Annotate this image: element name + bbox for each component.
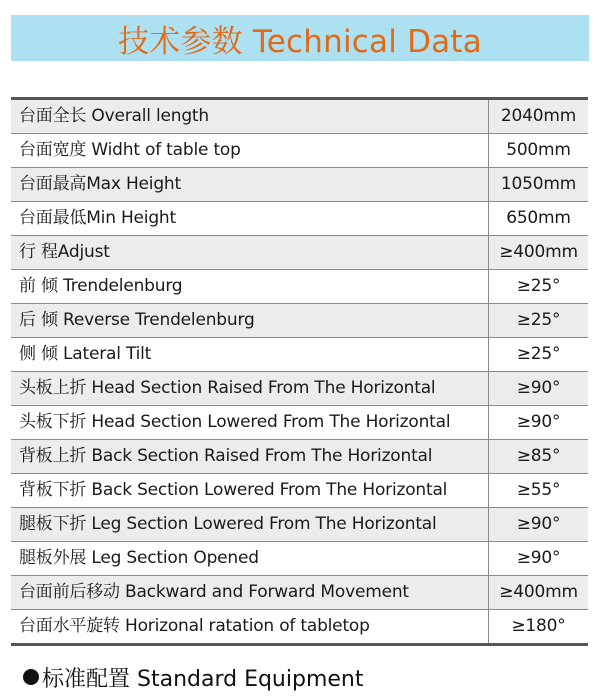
table-row [11,576,588,610]
parameter-name-cell: 台面最低Min Height [11,202,489,236]
parameter-value-cell: 1050mm [489,168,589,202]
parameter-name-cell: 前 倾 Trendelenburg [11,270,489,304]
parameter-name-cell: 台面前后移动 Backward and Forward Movement [11,576,489,610]
parameter-name-cell: 侧 倾 Lateral Tilt [11,338,489,372]
parameter-value-cell: 500mm [489,134,589,168]
parameter-name-cell: 台面水平旋转 Horizonal ratation of tabletop [11,610,489,645]
parameter-name-cell: 台面最高Max Height [11,168,489,202]
parameter-name-cell: 台面全长 Overall length [11,99,489,134]
parameter-value-cell: ≥180° [489,610,589,645]
table-row [11,338,588,372]
table-row [11,270,588,304]
parameter-name-cell: 腿板外展 Leg Section Opened [11,542,489,576]
table-row [11,610,588,645]
table-row [11,304,588,338]
parameter-name-cell: 背板上折 Back Section Raised From The Horizontal [11,440,489,474]
table-row [11,99,588,134]
parameter-value-cell: ≥25° [489,338,589,372]
table-row [11,168,588,202]
parameter-value-cell: ≥400mm [489,236,589,270]
table-row [11,236,588,270]
parameter-name-cell: 头板上折 Head Section Raised From The Horizontal [11,372,489,406]
parameter-value-cell: ≥400mm [489,576,589,610]
parameter-value-cell: ≥55° [489,474,589,508]
parameter-value-cell: 2040mm [489,99,589,134]
table-row [11,372,588,406]
parameter-value-cell: 650mm [489,202,589,236]
table-row [11,474,588,508]
parameter-name-cell: 后 倾 Reverse Trendelenburg [11,304,489,338]
parameter-name-cell: 背板下折 Back Section Lowered From The Horizontal [11,474,489,508]
parameter-value-cell: ≥25° [489,270,589,304]
parameter-name-cell: 行 程Adjust [11,236,489,270]
parameter-value-cell: ≥25° [489,304,589,338]
title-banner [11,15,589,61]
bullet-dot-icon [23,669,39,685]
parameter-value-cell: ≥90° [489,542,589,576]
technical-data-table-body [11,99,588,645]
parameter-value-cell: ≥85° [489,440,589,474]
parameter-value-cell: ≥90° [489,406,589,440]
table-row [11,542,588,576]
parameter-name-cell: 腿板下折 Leg Section Lowered From The Horizontal [11,508,489,542]
table-row [11,134,588,168]
standard-equipment-label: 标准配置 Standard Equipment [42,666,364,692]
page-title: 技术参数 Technical Data [118,23,482,60]
table-row [11,508,588,542]
table-row [11,202,588,236]
parameter-name-cell: 台面宽度 Widht of table top [11,134,489,168]
parameter-name-cell: 头板下折 Head Section Lowered From The Horizontal [11,406,489,440]
table-row [11,440,588,474]
standard-equipment-heading [23,660,364,694]
parameter-value-cell: ≥90° [489,372,589,406]
technical-data-table [11,97,588,646]
parameter-value-cell: ≥90° [489,508,589,542]
table-row [11,406,588,440]
